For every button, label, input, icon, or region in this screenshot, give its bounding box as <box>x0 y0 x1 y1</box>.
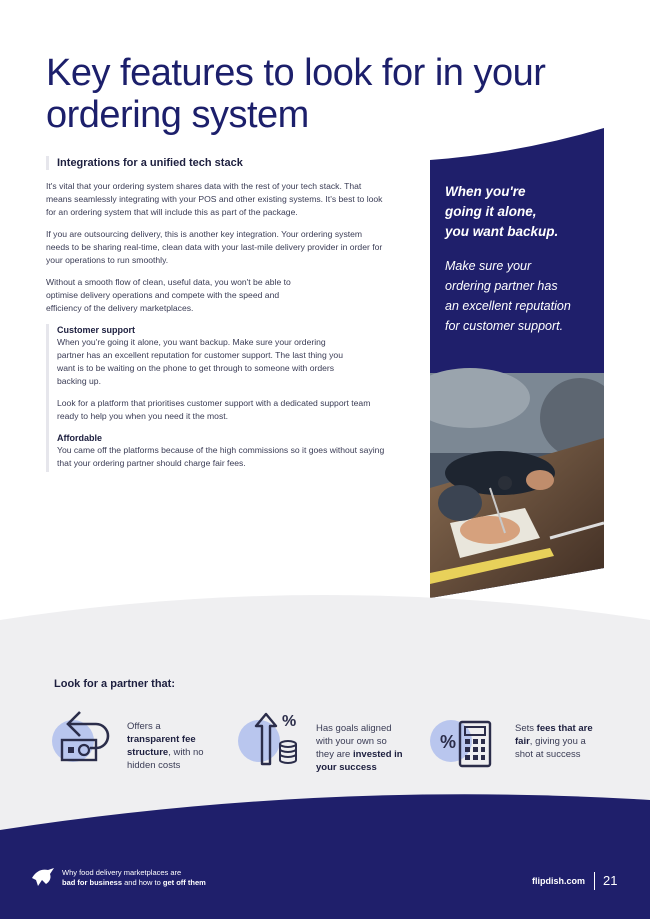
footer-mid-text: and how to <box>122 878 163 887</box>
footer-divider <box>594 872 595 890</box>
banner-quote <box>445 182 603 336</box>
partner-heading: Look for a partner that: <box>54 678 176 690</box>
support-section <box>46 324 386 472</box>
feature-3-text-c: shot at success <box>515 749 581 760</box>
banner-bold-line-2: going it alone, <box>445 204 537 219</box>
banner-bold-line-3: you want backup. <box>445 224 559 239</box>
svg-text:%: % <box>440 732 457 752</box>
refund-icon <box>58 708 114 768</box>
affordable-heading: Affordable <box>57 433 102 443</box>
feature-1-text-b: , with no <box>168 747 204 758</box>
banner-bold-line-1: When you're <box>445 184 526 199</box>
footer-band <box>0 790 650 919</box>
footer-caption-line-1: Why food delivery marketplaces are <box>62 868 182 877</box>
calculator-icon <box>440 718 496 772</box>
feature-3-bold-a: fees that are <box>536 723 593 734</box>
feature-2-text <box>316 722 426 774</box>
banner-bold-text <box>445 182 603 242</box>
affordable-paragraph: You came off the platforms because of the high commissions so it goes without saying that your ordering partner should charge fair fees. <box>57 445 385 468</box>
integrations-paragraph-3: Without a smooth flow of clean, useful data, you won't be able to optimise delivery operations and compete with the speed and efficiency of the delivery marketplaces. <box>46 277 291 313</box>
feature-2-text-a: Has goals aligned <box>316 723 392 734</box>
feature-2-bold-b: your success <box>316 762 377 773</box>
banner-body-text <box>445 256 603 336</box>
banner-body-line-3: an excellent reputation <box>445 299 571 313</box>
feature-3-text-a: Sets <box>515 723 537 734</box>
banner-body-line-1: Make sure your <box>445 259 532 273</box>
footer-bold-1: bad for business <box>62 878 123 887</box>
integrations-heading: Integrations for a unified tech stack <box>57 157 243 169</box>
svg-text:%: % <box>282 713 297 730</box>
support-paragraph-1: When you're going it alone, you want backup. Make sure your ordering partner has an excellent reputation for customer support. The last thing you want is to be waiting on the phone to get through to someone with orders backing up. <box>57 337 343 386</box>
footer-caption <box>62 868 206 888</box>
feature-1-text <box>127 720 227 772</box>
page-number: 21 <box>603 873 618 888</box>
support-heading: Customer support <box>57 325 136 335</box>
growth-coins-icon <box>252 712 302 772</box>
integrations-section <box>46 156 386 170</box>
feature-2-text-c: they are <box>316 749 353 760</box>
integrations-paragraph-1: It's vital that your ordering system shares data with the rest of your tech stack. That means seamlessly integrating with your POS and other existing systems. It's best to look for an ordering system that will include this as part of the package. <box>46 181 383 217</box>
feature-1-bold-a: transparent fee <box>127 734 196 745</box>
feature-3-text <box>515 722 625 761</box>
footer-bold-2: get off them <box>162 878 206 887</box>
integrations-paragraph-2: If you are outsourcing delivery, this is another key integration. Your ordering system needs to be sharing real-time, clean data with your last-mile delivery provider in order for your operations to run smoothly. <box>46 229 383 265</box>
feature-1-text-c: hidden costs <box>127 760 181 771</box>
main-column <box>46 156 386 472</box>
support-paragraph-2: Look for a platform that prioritises customer support with a dedicated support team ready to help you when you need it the most. <box>57 398 371 421</box>
page-title: Key features to look for in your ordering system <box>46 52 546 136</box>
banner-body-line-2: ordering partner has <box>445 279 558 293</box>
footer-site-link[interactable]: flipdish.com <box>532 876 586 886</box>
feature-1-text-a: Offers a <box>127 721 161 732</box>
feature-2-bold-a: invested in <box>352 749 403 760</box>
footer-caption-line-2 <box>62 878 206 888</box>
feature-2-text-b: with your own so <box>316 736 387 747</box>
feature-3-text-b: , giving you a <box>529 736 586 747</box>
flipdish-logo-icon <box>30 866 56 888</box>
banner-body-line-4: for customer support. <box>445 319 564 333</box>
feature-3-bold-b: fair <box>515 736 530 747</box>
feature-1-bold-b: structure <box>127 747 169 758</box>
